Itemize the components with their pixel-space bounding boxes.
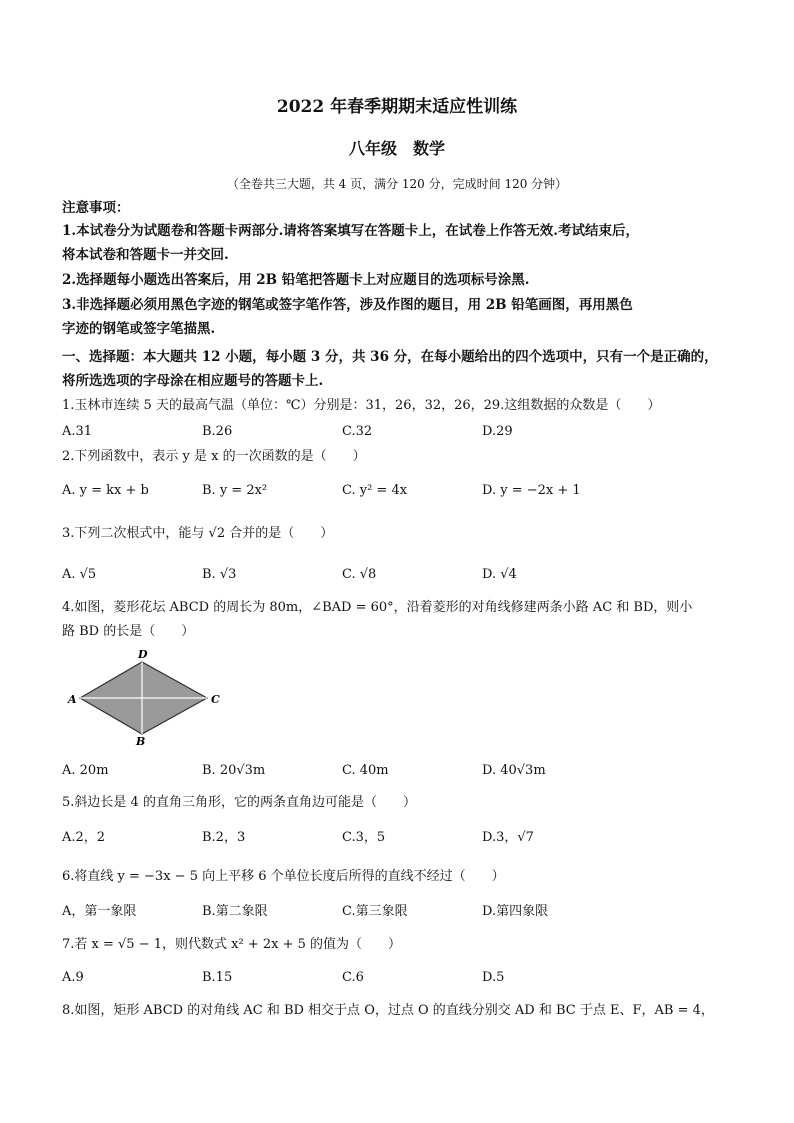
question-5-option-c: C.3，5 xyxy=(342,830,386,845)
question-3-option-a: A. √5 xyxy=(62,567,97,582)
question-4-option-c: C. 40m xyxy=(342,763,389,778)
question-3-option-d: D. √4 xyxy=(482,567,517,582)
notice-item-2: 2.选择题每小题选出答案后，用 2B 铅笔把答题卡上对应题目的选项标号涂黑. xyxy=(62,272,530,288)
vertex-label-d: D xyxy=(138,648,148,661)
exam-subject: 八年级 数学 xyxy=(348,139,445,158)
section-heading-line1: 一、选择题：本大题共 12 小题，每小题 3 分，共 36 分，在每小题给出的四个选项中，只有一个是正确的， xyxy=(62,349,718,365)
question-5-stem: 5.斜边长是 4 的直角三角形，它的两条直角边可能是（ ） xyxy=(62,795,416,810)
question-4-option-a: A. 20m xyxy=(62,763,109,778)
notice-item-1-cont: 将本试卷和答题卡一并交回. xyxy=(62,247,229,263)
question-4-stem-line1: 4.如图，菱形花坛 ABCD 的周长为 80m，∠BAD = 60°，沿着菱形的对角线修建两条小路 AC 和 BD，则小 xyxy=(62,600,693,615)
exam-title: 2022 年春季期期末适应性训练 xyxy=(276,97,518,117)
notice-heading: 注意事项： xyxy=(62,200,130,216)
question-6-stem: 6.将直线 y = −3x − 5 向上平移 6 个单位长度后所得的直线不经过（ ） xyxy=(62,869,505,884)
question-1-option-b: B.26 xyxy=(202,424,233,439)
question-1-stem: 1.玉林市连续 5 天的最高气温（单位：℃）分别是：31，26，32，26，29.这组数据的众数是（ ） xyxy=(62,398,661,413)
question-8-stem: 8.如图，矩形 ABCD 的对角线 AC 和 BD 相交于点 O，过点 O 的直线分别交 AD 和 BC 于点 E、F，AB = 4， xyxy=(62,1003,714,1018)
question-4-option-d: D. 40√3m xyxy=(482,763,546,778)
question-6-option-d: D.第四象限 xyxy=(482,904,549,919)
question-6-option-c: C.第三象限 xyxy=(342,904,408,919)
question-2-option-c: C. y² = 4x xyxy=(342,483,408,498)
question-5-option-d: D.3，√7 xyxy=(482,830,534,845)
section-heading-line2: 将所选选项的字母涂在相应题号的答题卡上. xyxy=(62,373,324,389)
question-7-option-a: A.9 xyxy=(62,970,84,985)
question-3-stem: 3.下列二次根式中，能与 √2 合并的是（ ） xyxy=(62,526,334,541)
question-6-option-a: A，第一象限 xyxy=(62,904,137,919)
question-1-option-c: C.32 xyxy=(342,424,373,439)
question-2-option-d: D. y = −2x + 1 xyxy=(482,483,581,498)
notice-item-1: 1.本试卷分为试题卷和答题卡两部分.请将答案填写在答题卡上，在试卷上作答无效.考试结束后， xyxy=(62,223,639,239)
question-7-option-c: C.6 xyxy=(342,970,364,985)
question-6-option-b: B.第二象限 xyxy=(202,904,268,919)
question-5-option-b: B.2，3 xyxy=(202,830,246,845)
exam-note: （全卷共三大题，共 4 页，满分 120 分，完成时间 120 分钟） xyxy=(226,177,568,191)
question-7-option-d: D.5 xyxy=(482,970,505,985)
question-1-option-d: D.29 xyxy=(482,424,513,439)
vertex-label-a: A xyxy=(68,693,77,706)
question-5-option-a: A.2，2 xyxy=(62,830,106,845)
question-1-option-a: A.31 xyxy=(62,424,93,439)
question-2-option-b: B. y = 2x² xyxy=(202,483,268,498)
rhombus-figure xyxy=(62,648,232,748)
question-2-stem: 2.下列函数中，表示 y 是 x 的一次函数的是（ ） xyxy=(62,449,366,464)
notice-item-3-cont: 字迹的钢笔或签字笔描黑. xyxy=(62,321,216,337)
question-4-stem-line2: 路 BD 的长是（ ） xyxy=(62,624,195,639)
question-3-option-c: C. √8 xyxy=(342,567,377,582)
vertex-label-b: B xyxy=(136,735,146,748)
question-3-option-b: B. √3 xyxy=(202,567,237,582)
question-7-stem: 7.若 x = √5 − 1，则代数式 x² + 2x + 5 的值为（ ） xyxy=(62,937,402,952)
question-2-option-a: A. y = kx + b xyxy=(62,483,149,498)
vertex-label-c: C xyxy=(211,693,220,706)
question-7-option-b: B.15 xyxy=(202,970,233,985)
notice-item-3: 3.非选择题必须用黑色字迹的钢笔或签字笔作答，涉及作图的题目，用 2B 铅笔画图，再用黑色 xyxy=(62,297,633,313)
question-4-option-b: B. 20√3m xyxy=(202,763,266,778)
